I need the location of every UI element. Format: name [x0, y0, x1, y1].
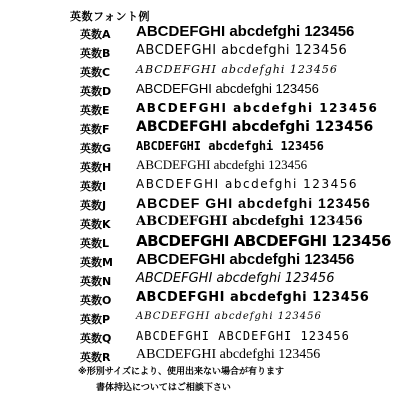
font-label: 英数H: [80, 161, 112, 174]
font-label: 英数N: [80, 275, 112, 288]
custom-font-note: 書体持込についてはご相談下さい: [96, 383, 231, 393]
font-label: 英数M: [80, 256, 113, 269]
font-row-f: [0, 117, 400, 137]
font-row-k: [0, 212, 400, 232]
font-sample: ABCDEFGHI abcdefghi 123456: [136, 139, 324, 153]
font-label: 英数Q: [80, 332, 112, 345]
font-sample: ABCDEFGHI ABCDEFGHI 123456: [136, 329, 350, 343]
font-label: 英数O: [80, 294, 112, 307]
font-label: 英数I: [80, 180, 107, 193]
font-row-g: [0, 136, 400, 156]
font-label: 英数K: [80, 218, 111, 231]
font-sample: ABCDEFGHI abcdefghi 123456: [136, 311, 322, 322]
font-label: 英数L: [80, 237, 110, 250]
font-row-r: [0, 345, 400, 365]
font-label: 英数E: [80, 104, 110, 117]
font-row-e: [0, 98, 400, 118]
font-label: 英数A: [80, 28, 111, 41]
font-row-q: [0, 326, 400, 346]
font-sample: ABCDEFGHI abcdefghi 123456: [136, 214, 363, 229]
font-sample: ABCDEFGHI abcdefghi 123456: [136, 347, 321, 362]
font-row-o: [0, 288, 400, 308]
font-sample: ABCDEFGHI abcdefghi 123456: [136, 157, 308, 172]
font-row-d: [0, 79, 400, 99]
font-sample: ABCDEFGHI abcdefghi 123456: [136, 101, 379, 115]
font-sample: ABCDEFGHI abcdefghi 123456: [136, 81, 319, 96]
font-sample: ABCDEFGHI abcdefghi 123456: [136, 290, 370, 305]
font-row-p: [0, 307, 400, 327]
font-sample: ABCDEFGHI abcdefghi 123456: [136, 271, 335, 286]
font-row-c: [0, 60, 400, 80]
font-sample: ABCDEF GHI abcdefghi 123456: [136, 195, 371, 211]
font-label: 英数C: [80, 66, 111, 79]
font-sample: ABCDEFGHI abcdefghi 123456: [136, 23, 355, 40]
font-row-h: [0, 155, 400, 175]
font-sample: ABCDEFGHI abcdefghi 123456: [136, 43, 348, 58]
font-row-b: [0, 41, 400, 61]
font-label: 英数P: [80, 313, 111, 326]
font-row-l: [0, 231, 400, 251]
font-label: 英数D: [80, 85, 112, 98]
size-restriction-note: ※形別サイズにより、使用出来ない場合が有ります: [78, 367, 285, 377]
font-row-m: [0, 250, 400, 270]
font-label: 英数J: [80, 199, 107, 212]
page-title: 英数フォント例: [70, 10, 150, 23]
font-sample: ABCDEFGHI ABCDEFGHI 123456: [136, 232, 391, 250]
font-sample: ABCDEFGHI abcdefghi 123456: [136, 177, 358, 191]
font-row-i: [0, 174, 400, 194]
font-label: 英数G: [80, 142, 112, 155]
font-row-a: [0, 22, 400, 42]
font-sample: ABCDEFGHI abcdefghi 123456: [136, 63, 338, 76]
font-sample: ABCDEFGHI abcdefghi 123456: [136, 119, 374, 135]
font-row-n: [0, 269, 400, 289]
font-row-j: [0, 193, 400, 213]
font-label: 英数F: [80, 123, 110, 136]
font-label: 英数R: [80, 351, 111, 364]
font-label: 英数B: [80, 47, 111, 60]
font-sample: ABCDEFGHI abcdefghi 123456: [136, 251, 355, 268]
